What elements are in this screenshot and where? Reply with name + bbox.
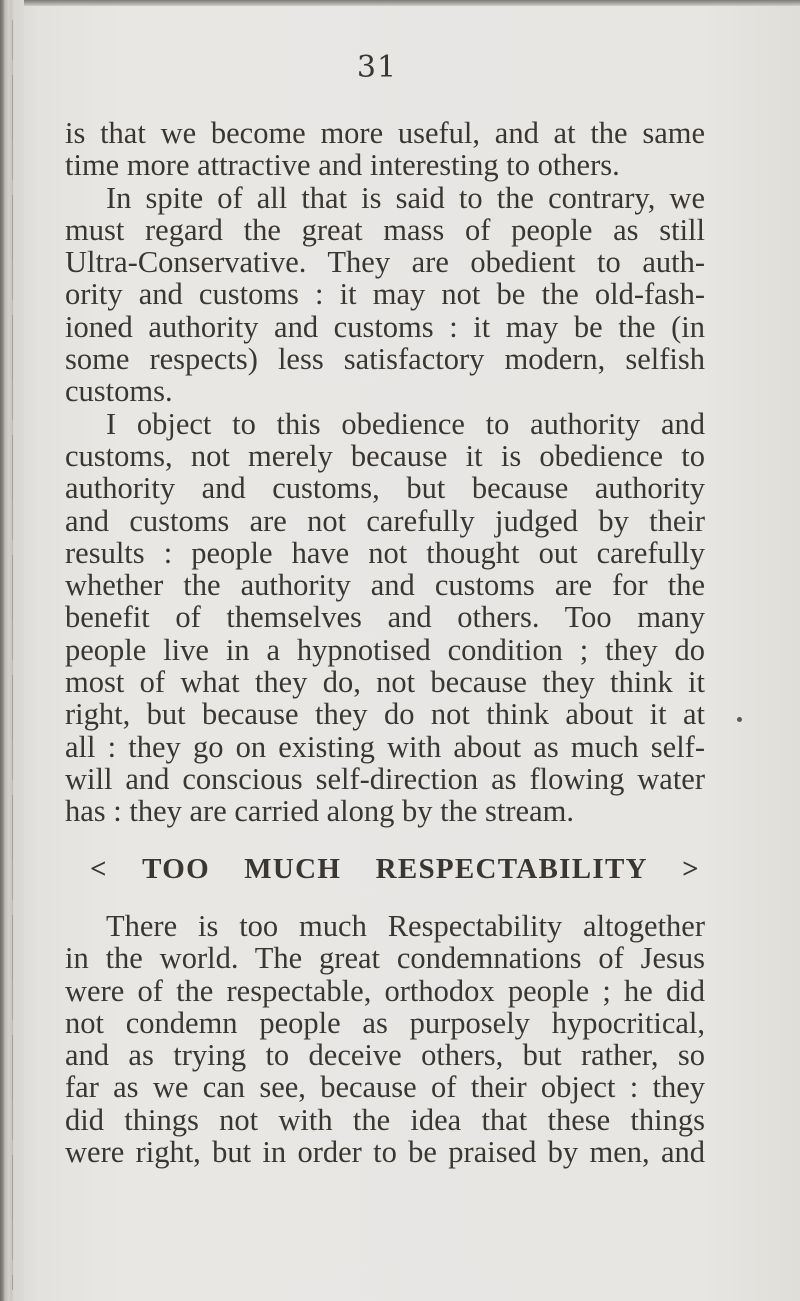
- body-text-before-heading: [65, 117, 705, 828]
- text-line: were right, but in order to be praised by men, and: [65, 1135, 705, 1170]
- text-line: results : people have not thought out carefully: [65, 535, 705, 570]
- text-line: most of what they do, not because they think it: [65, 665, 705, 700]
- text-line: far as we can see, because of their object : they: [65, 1070, 705, 1105]
- page-top-edge: [0, 0, 800, 6]
- text-line: people live in a hypnotised condition ; they do: [65, 632, 705, 667]
- section-heading: [90, 853, 700, 886]
- ink-speck: [737, 717, 742, 722]
- text-line: has : they are carried along by the stream.: [65, 794, 574, 829]
- book-binding: [0, 0, 24, 1301]
- text-line: were of the respectable, orthodox people ; he did: [65, 973, 705, 1008]
- text-line: authority and customs, but because authority: [65, 471, 705, 506]
- text-line: and customs are not carefully judged by their: [65, 503, 705, 538]
- page-number: 31: [356, 50, 398, 85]
- text-line: I object to this obedience to authority and: [106, 406, 705, 441]
- heading-close-bracket: >: [682, 853, 700, 885]
- text-line: whether the authority and customs are for the: [65, 568, 705, 603]
- text-line: right, but because they do not think about it at: [65, 697, 705, 732]
- text-line: In spite of all that is said to the contrary, we: [106, 180, 705, 215]
- text-line: customs.: [65, 374, 173, 409]
- heading-word: TOO: [142, 853, 210, 885]
- heading-word: MUCH: [244, 853, 342, 885]
- text-line: benefit of themselves and others. Too many: [65, 600, 705, 635]
- heading-open-bracket: <: [90, 853, 108, 885]
- text-line: There is too much Respectability altogether: [106, 909, 705, 943]
- text-line: in the world. The great condemnations of Jesus: [65, 941, 705, 976]
- text-line: and as trying to deceive others, but rather, so: [65, 1038, 705, 1073]
- text-line: customs, not merely because it is obedience to: [65, 438, 705, 473]
- binding-stitch-line: [12, 20, 13, 1290]
- text-line: is that we become more useful, and at the same: [65, 116, 705, 150]
- text-line: did things not with the idea that these things: [65, 1102, 705, 1137]
- heading-word: RESPECTABILITY: [375, 853, 648, 885]
- text-line: ioned authority and customs : it may be the (in: [65, 309, 705, 344]
- text-line: ority and customs : it may not be the old-fash-: [65, 277, 705, 312]
- text-line: some respects) less satisfactory modern, selfish: [65, 342, 705, 377]
- body-text-after-heading: [65, 910, 705, 1168]
- text-line: must regard the great mass of people as still: [65, 212, 705, 247]
- text-line: time more attractive and interesting to others.: [65, 148, 620, 183]
- text-line: all : they go on existing with about as much self-: [65, 729, 705, 764]
- text-line: not condemn people as purposely hypocritical,: [65, 1005, 705, 1040]
- text-line: Ultra-Conservative. They are obedient to auth-: [65, 245, 705, 280]
- text-line: will and conscious self-direction as flowing water: [65, 761, 705, 796]
